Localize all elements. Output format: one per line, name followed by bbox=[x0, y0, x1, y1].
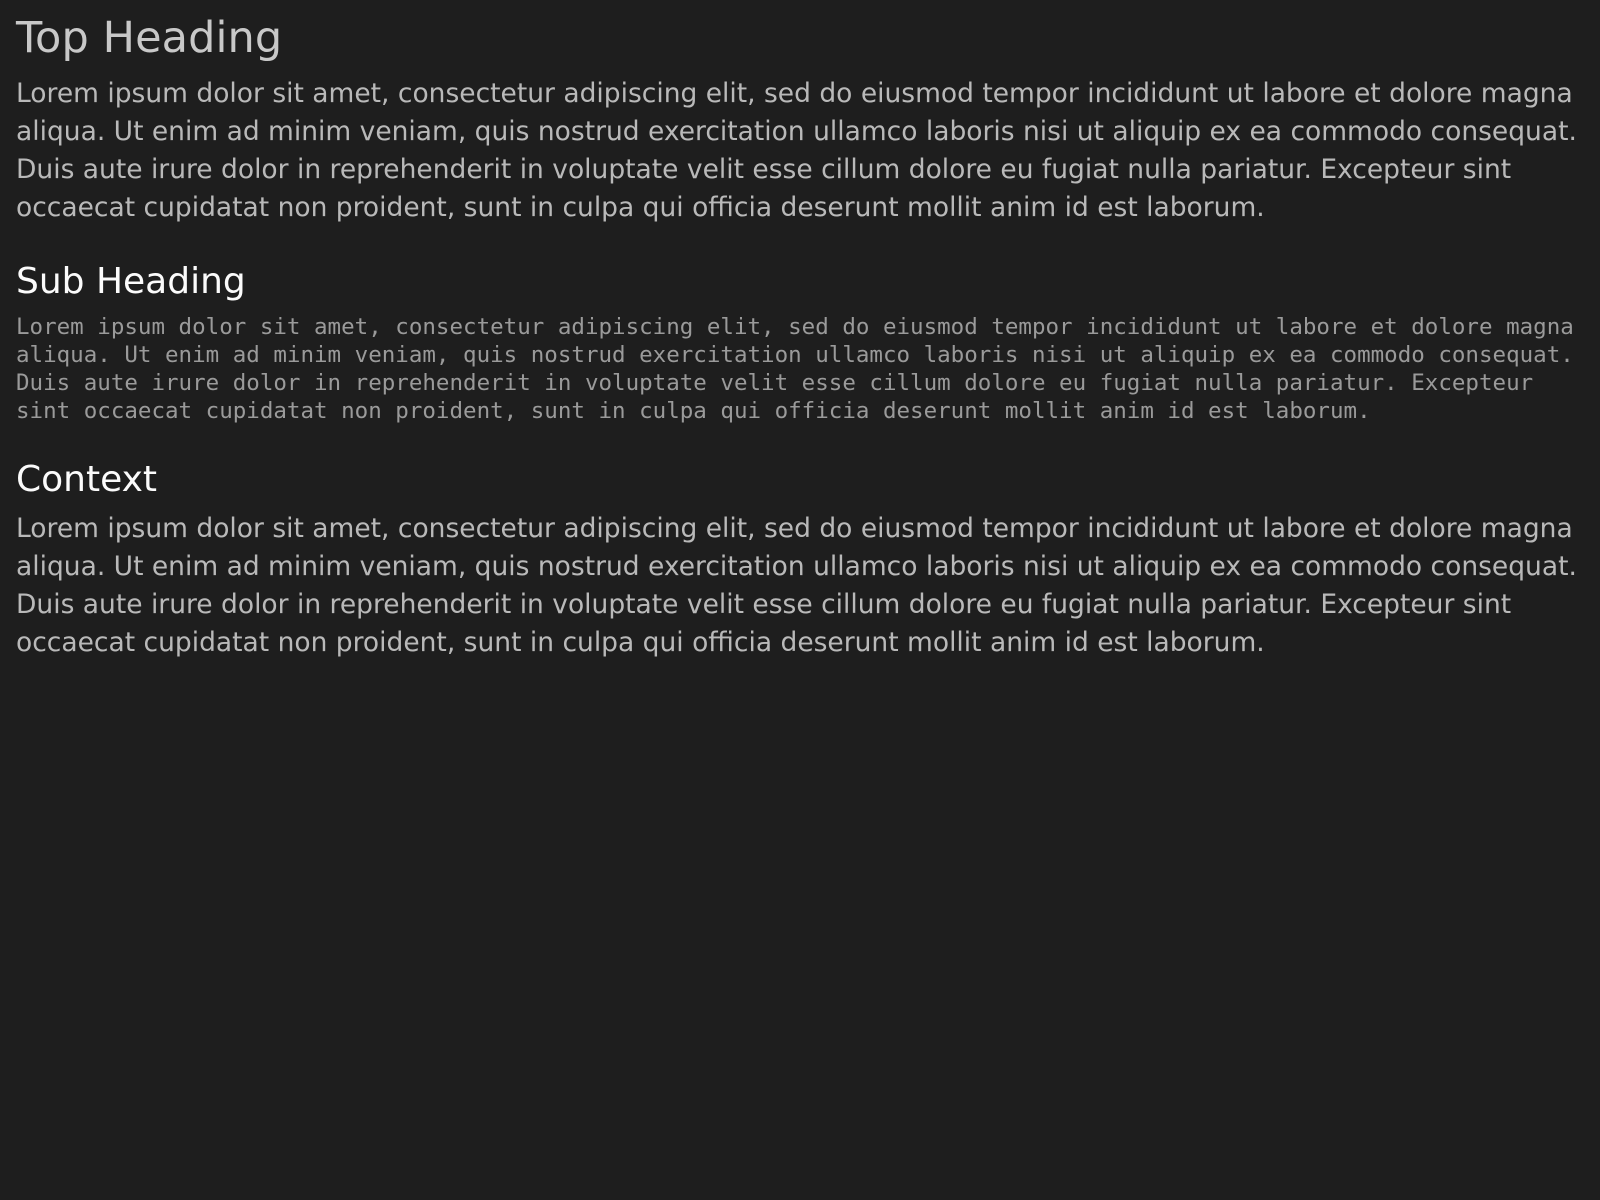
context-paragraph: Lorem ipsum dolor sit amet, consectetur adipiscing elit, sed do eiusmod tempor incididunt ut labore et dolore magna aliqua. Ut enim ad minim veniam, quis nostrud exercitation ullamco laboris nisi ut aliquip ex ea commodo consequat. Duis aute irure dolor in reprehenderit in voluptate velit esse cillum dolore eu fugiat nulla pariatur. Excepteur sint occaecat cupidatat non proident, sunt in culpa qui officia deserunt mollit anim id est laborum. bbox=[16, 513, 1577, 659]
monospace-paragraph: Lorem ipsum dolor sit amet, consectetur adipiscing elit, sed do eiusmod tempor incididunt ut labore et dolore magna aliqua. Ut enim ad minim veniam, quis nostrud exercitation ullamco laboris nisi ut aliquip ex ea commodo consequat. Duis aute irure dolor in reprehenderit in voluptate velit esse cillum dolore eu fugiat nulla pariatur. Excepteur sint occaecat cupidatat non proident, sunt in culpa qui officia deserunt mollit anim id est laborum. bbox=[16, 313, 1588, 424]
intro-paragraph: Lorem ipsum dolor sit amet, consectetur adipiscing elit, sed do eiusmod tempor incididunt ut labore et dolore magna aliqua. Ut enim ad minim veniam, quis nostrud exercitation ullamco laboris nisi ut aliquip ex ea commodo consequat. Duis aute irure dolor in reprehenderit in voluptate velit esse cillum dolore eu fugiat nulla pariatur. Excepteur sint occaecat cupidatat non proident, sunt in culpa qui officia deserunt mollit anim id est laborum. bbox=[16, 78, 1577, 224]
page-title: Top Heading bbox=[16, 13, 283, 63]
context-heading: Context bbox=[16, 458, 158, 500]
sub-heading: Sub Heading bbox=[16, 261, 246, 303]
